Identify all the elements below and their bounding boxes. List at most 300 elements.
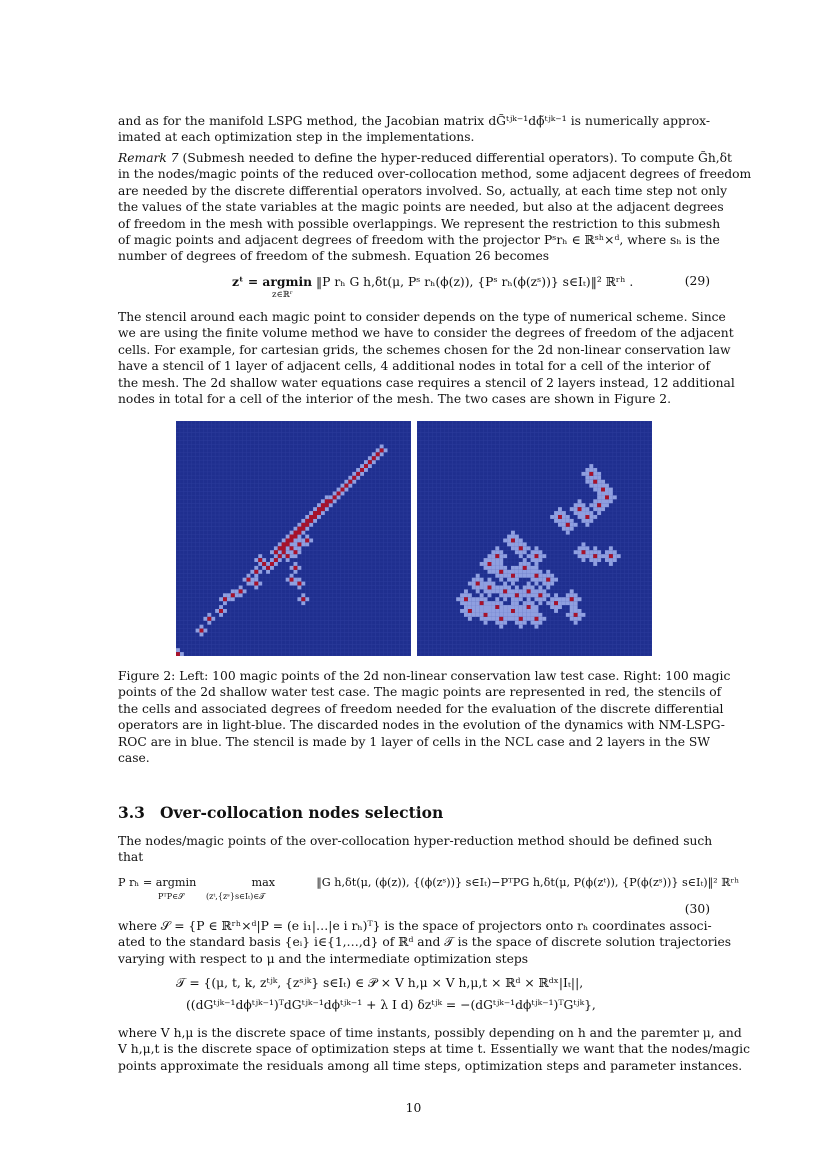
magic-point-cell xyxy=(282,546,286,550)
stencil-cell xyxy=(550,515,554,519)
stencil-cell xyxy=(511,542,515,546)
stencil-cell xyxy=(550,574,554,578)
stencil-cell xyxy=(301,582,305,586)
stencil-cell xyxy=(527,593,531,597)
stencil-cell xyxy=(337,495,341,499)
stencil-cell xyxy=(488,601,492,605)
stencil-cell xyxy=(488,578,492,582)
magic-point-cell xyxy=(290,539,294,543)
stencil-cell xyxy=(223,609,227,613)
stencil-cell xyxy=(597,499,601,503)
stencil-cell xyxy=(515,535,519,539)
stencil-cell xyxy=(294,582,298,586)
stencil-cell xyxy=(535,597,539,601)
stencil-cell xyxy=(294,554,298,558)
stencil-cell xyxy=(589,480,593,484)
stencil-cell xyxy=(460,609,464,613)
stencil-cell xyxy=(207,613,211,617)
stencil-cell xyxy=(597,492,601,496)
stencil-cell xyxy=(535,566,539,570)
section-heading xyxy=(118,803,443,822)
stencil-cell xyxy=(582,542,586,546)
stencil-cell xyxy=(531,550,535,554)
stencil-cell xyxy=(262,558,266,562)
stencil-cell xyxy=(301,531,305,535)
stencil-cell xyxy=(297,550,301,554)
stencil-cell xyxy=(480,617,484,621)
stencil-cell xyxy=(460,593,464,597)
text-line: where 𝒮 = {P ∈ ℝʳʰ×ᵈ|P = (e i₁|…|e i rₕ)ᵀ} is the space of projectors onto rₕ coordinates associ- xyxy=(118,919,712,933)
stencil-cell xyxy=(352,480,356,484)
magic-point-cell xyxy=(333,495,337,499)
stencil-cell xyxy=(468,613,472,617)
stencil-cell xyxy=(274,554,278,558)
stencil-cell xyxy=(554,593,558,597)
stencil-cell xyxy=(207,621,211,625)
stencil-cell xyxy=(180,652,184,656)
stencil-cell xyxy=(258,582,262,586)
stencil-cell xyxy=(550,582,554,586)
stencil-cell xyxy=(491,558,495,562)
magic-point-cell xyxy=(515,593,519,597)
stencil-cell xyxy=(570,609,574,613)
magic-point-cell xyxy=(380,448,384,452)
magic-point-cell xyxy=(321,503,325,507)
stencil-cell xyxy=(488,593,492,597)
stencil-cell xyxy=(301,542,305,546)
eq30-max-subscript: (zᵗ,{zˢ}s∈Iₜ)∈𝒯 xyxy=(206,892,266,901)
magic-point-cell xyxy=(258,558,262,562)
stencil-cell xyxy=(294,546,298,550)
magic-point-cell xyxy=(305,539,309,543)
stencil-cell xyxy=(254,586,258,590)
stencil-cell xyxy=(491,605,495,609)
magic-point-cell xyxy=(511,574,515,578)
stencil-cell xyxy=(538,550,542,554)
magic-point-cell xyxy=(297,542,301,546)
stencil-cell xyxy=(495,562,499,566)
stencil-cell xyxy=(605,492,609,496)
stencil-cell xyxy=(511,531,515,535)
stencil-paragraph xyxy=(118,309,735,407)
magic-point-cell xyxy=(341,488,345,492)
stencil-cell xyxy=(266,570,270,574)
stencil-cell xyxy=(507,539,511,543)
text-line: nodes in total for a cell of the interior of the mesh. The two cases are shown in Figure 2. xyxy=(118,392,672,407)
stencil-cell xyxy=(325,495,329,499)
stencil-cell xyxy=(566,613,570,617)
stencil-cell xyxy=(484,601,488,605)
magic-point-cell xyxy=(223,597,227,601)
stencil-cell xyxy=(472,601,476,605)
stencil-cell xyxy=(519,562,523,566)
stencil-cell xyxy=(562,601,566,605)
stencil-cell xyxy=(535,625,539,629)
stencil-cell xyxy=(360,472,364,476)
stencil-cell xyxy=(317,515,321,519)
magic-point-cell xyxy=(282,542,286,546)
magic-point-cell xyxy=(254,570,258,574)
stencil-cell xyxy=(597,550,601,554)
stencil-cell xyxy=(589,550,593,554)
stencil-cell xyxy=(503,566,507,570)
stencil-cell xyxy=(294,539,298,543)
stencil-cell xyxy=(593,562,597,566)
stencil-cell xyxy=(223,593,227,597)
stencil-cell xyxy=(523,550,527,554)
stencil-cell xyxy=(578,503,582,507)
stencil-cell xyxy=(550,578,554,582)
stencil-cell xyxy=(456,597,460,601)
magic-point-cell xyxy=(348,480,352,484)
stencil-cell xyxy=(515,613,519,617)
stencil-cell xyxy=(538,554,542,558)
magic-point-cell xyxy=(219,609,223,613)
stencil-cell xyxy=(472,605,476,609)
stencil-cell xyxy=(550,597,554,601)
magic-point-cell xyxy=(527,589,531,593)
stencil-cell xyxy=(542,597,546,601)
stencil-cell xyxy=(484,621,488,625)
stencil-cell xyxy=(589,515,593,519)
stencil-cell xyxy=(558,523,562,527)
magic-point-cell xyxy=(290,535,294,539)
magic-point-cell xyxy=(535,617,539,621)
stencil-cell xyxy=(593,468,597,472)
stencil-cell xyxy=(519,609,523,613)
stencil-cell xyxy=(589,511,593,515)
stencil-cell xyxy=(503,570,507,574)
stencil-cell xyxy=(570,507,574,511)
stencil-cell xyxy=(337,488,341,492)
stencil-cell xyxy=(605,488,609,492)
stencil-cell xyxy=(523,593,527,597)
eq30-argmin-subscript: PᵀP∈𝒮 xyxy=(158,892,185,901)
stencil-cell xyxy=(589,519,593,523)
stencil-cell xyxy=(578,609,582,613)
stencil-cell xyxy=(574,550,578,554)
stencil-cell xyxy=(613,495,617,499)
stencil-cell xyxy=(523,546,527,550)
stencil-cell xyxy=(499,609,503,613)
stencil-cell xyxy=(305,597,309,601)
stencil-cell xyxy=(297,566,301,570)
remark-label: Remark xyxy=(118,151,167,165)
magic-point-cell xyxy=(294,550,298,554)
stencil-cell xyxy=(609,488,613,492)
remark-paragraph xyxy=(118,150,752,265)
stencil-cell xyxy=(511,613,515,617)
stencil-cell xyxy=(538,574,542,578)
stencil-cell xyxy=(531,566,535,570)
stencil-cell xyxy=(468,597,472,601)
stencil-cell xyxy=(488,609,492,613)
stencil-cell xyxy=(578,546,582,550)
stencil-cell xyxy=(589,464,593,468)
stencil-cell xyxy=(305,535,309,539)
stencil-cell xyxy=(593,546,597,550)
magic-point-cell xyxy=(356,472,360,476)
stencil-cell xyxy=(215,609,219,613)
stencil-cell xyxy=(538,558,542,562)
magic-point-cell xyxy=(176,652,180,656)
stencil-cell xyxy=(617,554,621,558)
stencil-cell xyxy=(527,617,531,621)
stencil-cell xyxy=(301,601,305,605)
stencil-cell xyxy=(585,476,589,480)
stencil-cell xyxy=(270,558,274,562)
stencil-cell xyxy=(601,503,605,507)
stencil-cell xyxy=(250,582,254,586)
equation-number-29: (29) xyxy=(684,274,710,288)
stencil-cell xyxy=(554,519,558,523)
stencil-cell xyxy=(333,492,337,496)
stencil-cell xyxy=(499,625,503,629)
stencil-cell xyxy=(609,495,613,499)
stencil-cell xyxy=(274,546,278,550)
stencil-cell xyxy=(219,613,223,617)
stencil-cell xyxy=(597,507,601,511)
stencil-cell xyxy=(585,507,589,511)
stencil-cell xyxy=(227,593,231,597)
stencil-cell xyxy=(527,562,531,566)
stencil-cell xyxy=(515,617,519,621)
stencil-cell xyxy=(484,597,488,601)
text-line: have a stencil of 1 layer of adjacent cells, 4 additional nodes in total for a cell of the interior of xyxy=(118,359,710,374)
stencil-cell xyxy=(574,609,578,613)
magic-point-cell xyxy=(286,542,290,546)
stencil-cell xyxy=(468,593,472,597)
stencil-cell xyxy=(499,574,503,578)
stencil-cell xyxy=(589,484,593,488)
magic-point-cell xyxy=(495,605,499,609)
stencil-cell xyxy=(219,597,223,601)
stencil-cell xyxy=(325,507,329,511)
stencil-cell xyxy=(305,542,309,546)
stencil-cell xyxy=(491,550,495,554)
stencil-cell xyxy=(593,472,597,476)
text-line: number of degrees of freedom of the submesh. Equation 26 becomes xyxy=(118,249,550,264)
stencil-cell xyxy=(609,550,613,554)
stencil-cell xyxy=(589,468,593,472)
magic-point-cell xyxy=(297,527,301,531)
stencil-cell xyxy=(535,609,539,613)
stencil-cell xyxy=(364,468,368,472)
stencil-cell xyxy=(515,566,519,570)
magic-point-cell xyxy=(286,554,290,558)
text-line: are needed by the discrete differential operators involved. So, actually, at each time step not only xyxy=(118,183,728,198)
stencil-cell xyxy=(531,605,535,609)
stencil-cell xyxy=(527,601,531,605)
stencil-cell xyxy=(582,554,586,558)
stencil-cell xyxy=(593,503,597,507)
stencil-cell xyxy=(515,574,519,578)
stencil-cell xyxy=(290,542,294,546)
stencil-cell xyxy=(488,605,492,609)
stencil-cell xyxy=(464,601,468,605)
magic-point-cell xyxy=(309,515,313,519)
stencil-cell xyxy=(507,589,511,593)
stencil-cell xyxy=(613,550,617,554)
stencil-cell xyxy=(321,511,325,515)
stencil-cell xyxy=(585,480,589,484)
stencil-cell xyxy=(491,566,495,570)
remark-title-line xyxy=(118,150,733,166)
stencil-cell xyxy=(480,613,484,617)
stencil-cell xyxy=(484,562,488,566)
stencil-cell xyxy=(535,589,539,593)
stencil-cell xyxy=(613,554,617,558)
stencil-cell xyxy=(344,480,348,484)
stencil-cell xyxy=(290,566,294,570)
stencil-cell xyxy=(476,609,480,613)
stencil-cell xyxy=(301,593,305,597)
magic-point-cell xyxy=(282,550,286,554)
stencil-cell xyxy=(605,503,609,507)
stencil-cell xyxy=(507,593,511,597)
remark-title: (Submesh needed to define the hyper-reduced differential operators). To compute G̃h,δt xyxy=(182,151,733,165)
stencil-cell xyxy=(262,566,266,570)
stencil-cell xyxy=(364,460,368,464)
section-title: Over-collocation nodes selection xyxy=(160,803,444,822)
stencil-cell xyxy=(582,515,586,519)
stencil-cell xyxy=(593,515,597,519)
stencil-cell xyxy=(290,550,294,554)
stencil-cell xyxy=(499,550,503,554)
closing-paragraph xyxy=(118,1025,751,1074)
stencil-cell xyxy=(527,546,531,550)
stencil-cell xyxy=(593,558,597,562)
stencil-cell xyxy=(495,566,499,570)
eq30-max: max xyxy=(251,876,276,889)
stencil-cell xyxy=(480,562,484,566)
magic-point-cell xyxy=(294,566,298,570)
stencil-cell xyxy=(601,480,605,484)
magic-point-cell xyxy=(593,480,597,484)
stencil-cell xyxy=(531,558,535,562)
eq29-rhs: ‖P rₕ G h,δt(μ, Pˢ rₕ(ϕ(z)), {Pˢ rₕ(ϕ(zˢ))} s∈Iₜ)‖² ℝʳʰ . xyxy=(316,275,634,289)
stencil-cell xyxy=(503,613,507,617)
stencil-cell xyxy=(464,593,468,597)
stencil-cell xyxy=(476,597,480,601)
stencil-cell xyxy=(476,578,480,582)
stencil-cell xyxy=(286,558,290,562)
stencil-cell xyxy=(519,625,523,629)
stencil-cell xyxy=(464,613,468,617)
stencil-cell xyxy=(231,589,235,593)
stencil-cell xyxy=(527,554,531,558)
stencil-cell xyxy=(550,601,554,605)
stencil-cell xyxy=(294,562,298,566)
stencil-cell xyxy=(503,554,507,558)
stencil-cell xyxy=(480,578,484,582)
stencil-cell xyxy=(305,515,309,519)
stencil-cell xyxy=(585,511,589,515)
stencil-cell xyxy=(582,519,586,523)
stencil-cell xyxy=(352,472,356,476)
stencil-cell xyxy=(503,574,507,578)
stencil-cell xyxy=(589,558,593,562)
stencil-cell xyxy=(468,605,472,609)
stencil-cell xyxy=(507,574,511,578)
stencil-cell xyxy=(301,539,305,543)
magic-point-cell xyxy=(589,472,593,476)
stencil-cell xyxy=(582,472,586,476)
stencil-cell xyxy=(499,605,503,609)
magic-point-cell xyxy=(499,617,503,621)
stencil-cell xyxy=(297,539,301,543)
stencil-cell xyxy=(511,582,515,586)
stencil-cell xyxy=(286,546,290,550)
stencil-cell xyxy=(266,562,270,566)
stencil-cell xyxy=(570,519,574,523)
stencil-cell xyxy=(535,605,539,609)
magic-point-cell xyxy=(247,578,251,582)
stencil-cell xyxy=(605,499,609,503)
stencil-cell xyxy=(476,601,480,605)
stencil-cell xyxy=(503,617,507,621)
stencil-cell xyxy=(511,605,515,609)
stencil-cell xyxy=(574,593,578,597)
stencil-cell xyxy=(531,601,535,605)
text-line: and as for the manifold LSPG method, the Jacobian matrix dG̃ᵗʲᵏ⁻¹dϕ̃ᵗʲᵏ⁻¹ is numerically approx- xyxy=(118,114,710,128)
text-line: of freedom in the mesh with possible overlappings. We represent the restriction to this submesh xyxy=(118,216,721,231)
stencil-cell xyxy=(503,582,507,586)
magic-point-cell xyxy=(546,578,550,582)
stencil-cell xyxy=(527,574,531,578)
stencil-cell xyxy=(574,601,578,605)
stencil-cell xyxy=(286,578,290,582)
stencil-cell xyxy=(499,586,503,590)
text-line: V h,μ,t is the discrete space of optimization steps at time t. Essentially we want that the nodes/magic xyxy=(118,1042,751,1057)
text-line: The stencil around each magic point to consider depends on the type of numerical scheme. Since xyxy=(118,310,726,324)
magic-point-cell xyxy=(309,519,313,523)
stencil-cell xyxy=(380,452,384,456)
magic-point-cell xyxy=(527,605,531,609)
stencil-cell xyxy=(464,589,468,593)
stencil-cell xyxy=(542,593,546,597)
stencil-cell xyxy=(585,468,589,472)
stencil-cell xyxy=(254,578,258,582)
stencil-cell xyxy=(570,527,574,531)
stencil-cell xyxy=(247,574,251,578)
magic-point-cell xyxy=(605,495,609,499)
stencil-cell xyxy=(511,593,515,597)
stencil-cell xyxy=(488,554,492,558)
stencil-cell xyxy=(235,593,239,597)
magic-point-cell xyxy=(364,464,368,468)
stencil-cell xyxy=(538,597,542,601)
stencil-cell xyxy=(609,492,613,496)
magic-point-cell xyxy=(266,566,270,570)
stencil-cell xyxy=(609,546,613,550)
stencil-cell xyxy=(515,605,519,609)
stencil-cell xyxy=(317,503,321,507)
stencil-cell xyxy=(294,527,298,531)
stencil-cell xyxy=(313,507,317,511)
stencil-cell xyxy=(472,613,476,617)
text-line: we are using the finite volume method we have to consider the degrees of freedom of the adjacent xyxy=(118,326,734,341)
magic-point-cell xyxy=(503,589,507,593)
stencil-cell xyxy=(538,586,542,590)
text-line: cells. For example, for cartesian grids, the schemes chosen for the 2d non-linear conservation law xyxy=(118,342,731,357)
magic-point-cell xyxy=(270,562,274,566)
magic-point-cell xyxy=(558,515,562,519)
magic-point-cell xyxy=(231,593,235,597)
stencil-cell xyxy=(570,617,574,621)
stencil-cell xyxy=(613,558,617,562)
stencil-cell xyxy=(523,601,527,605)
